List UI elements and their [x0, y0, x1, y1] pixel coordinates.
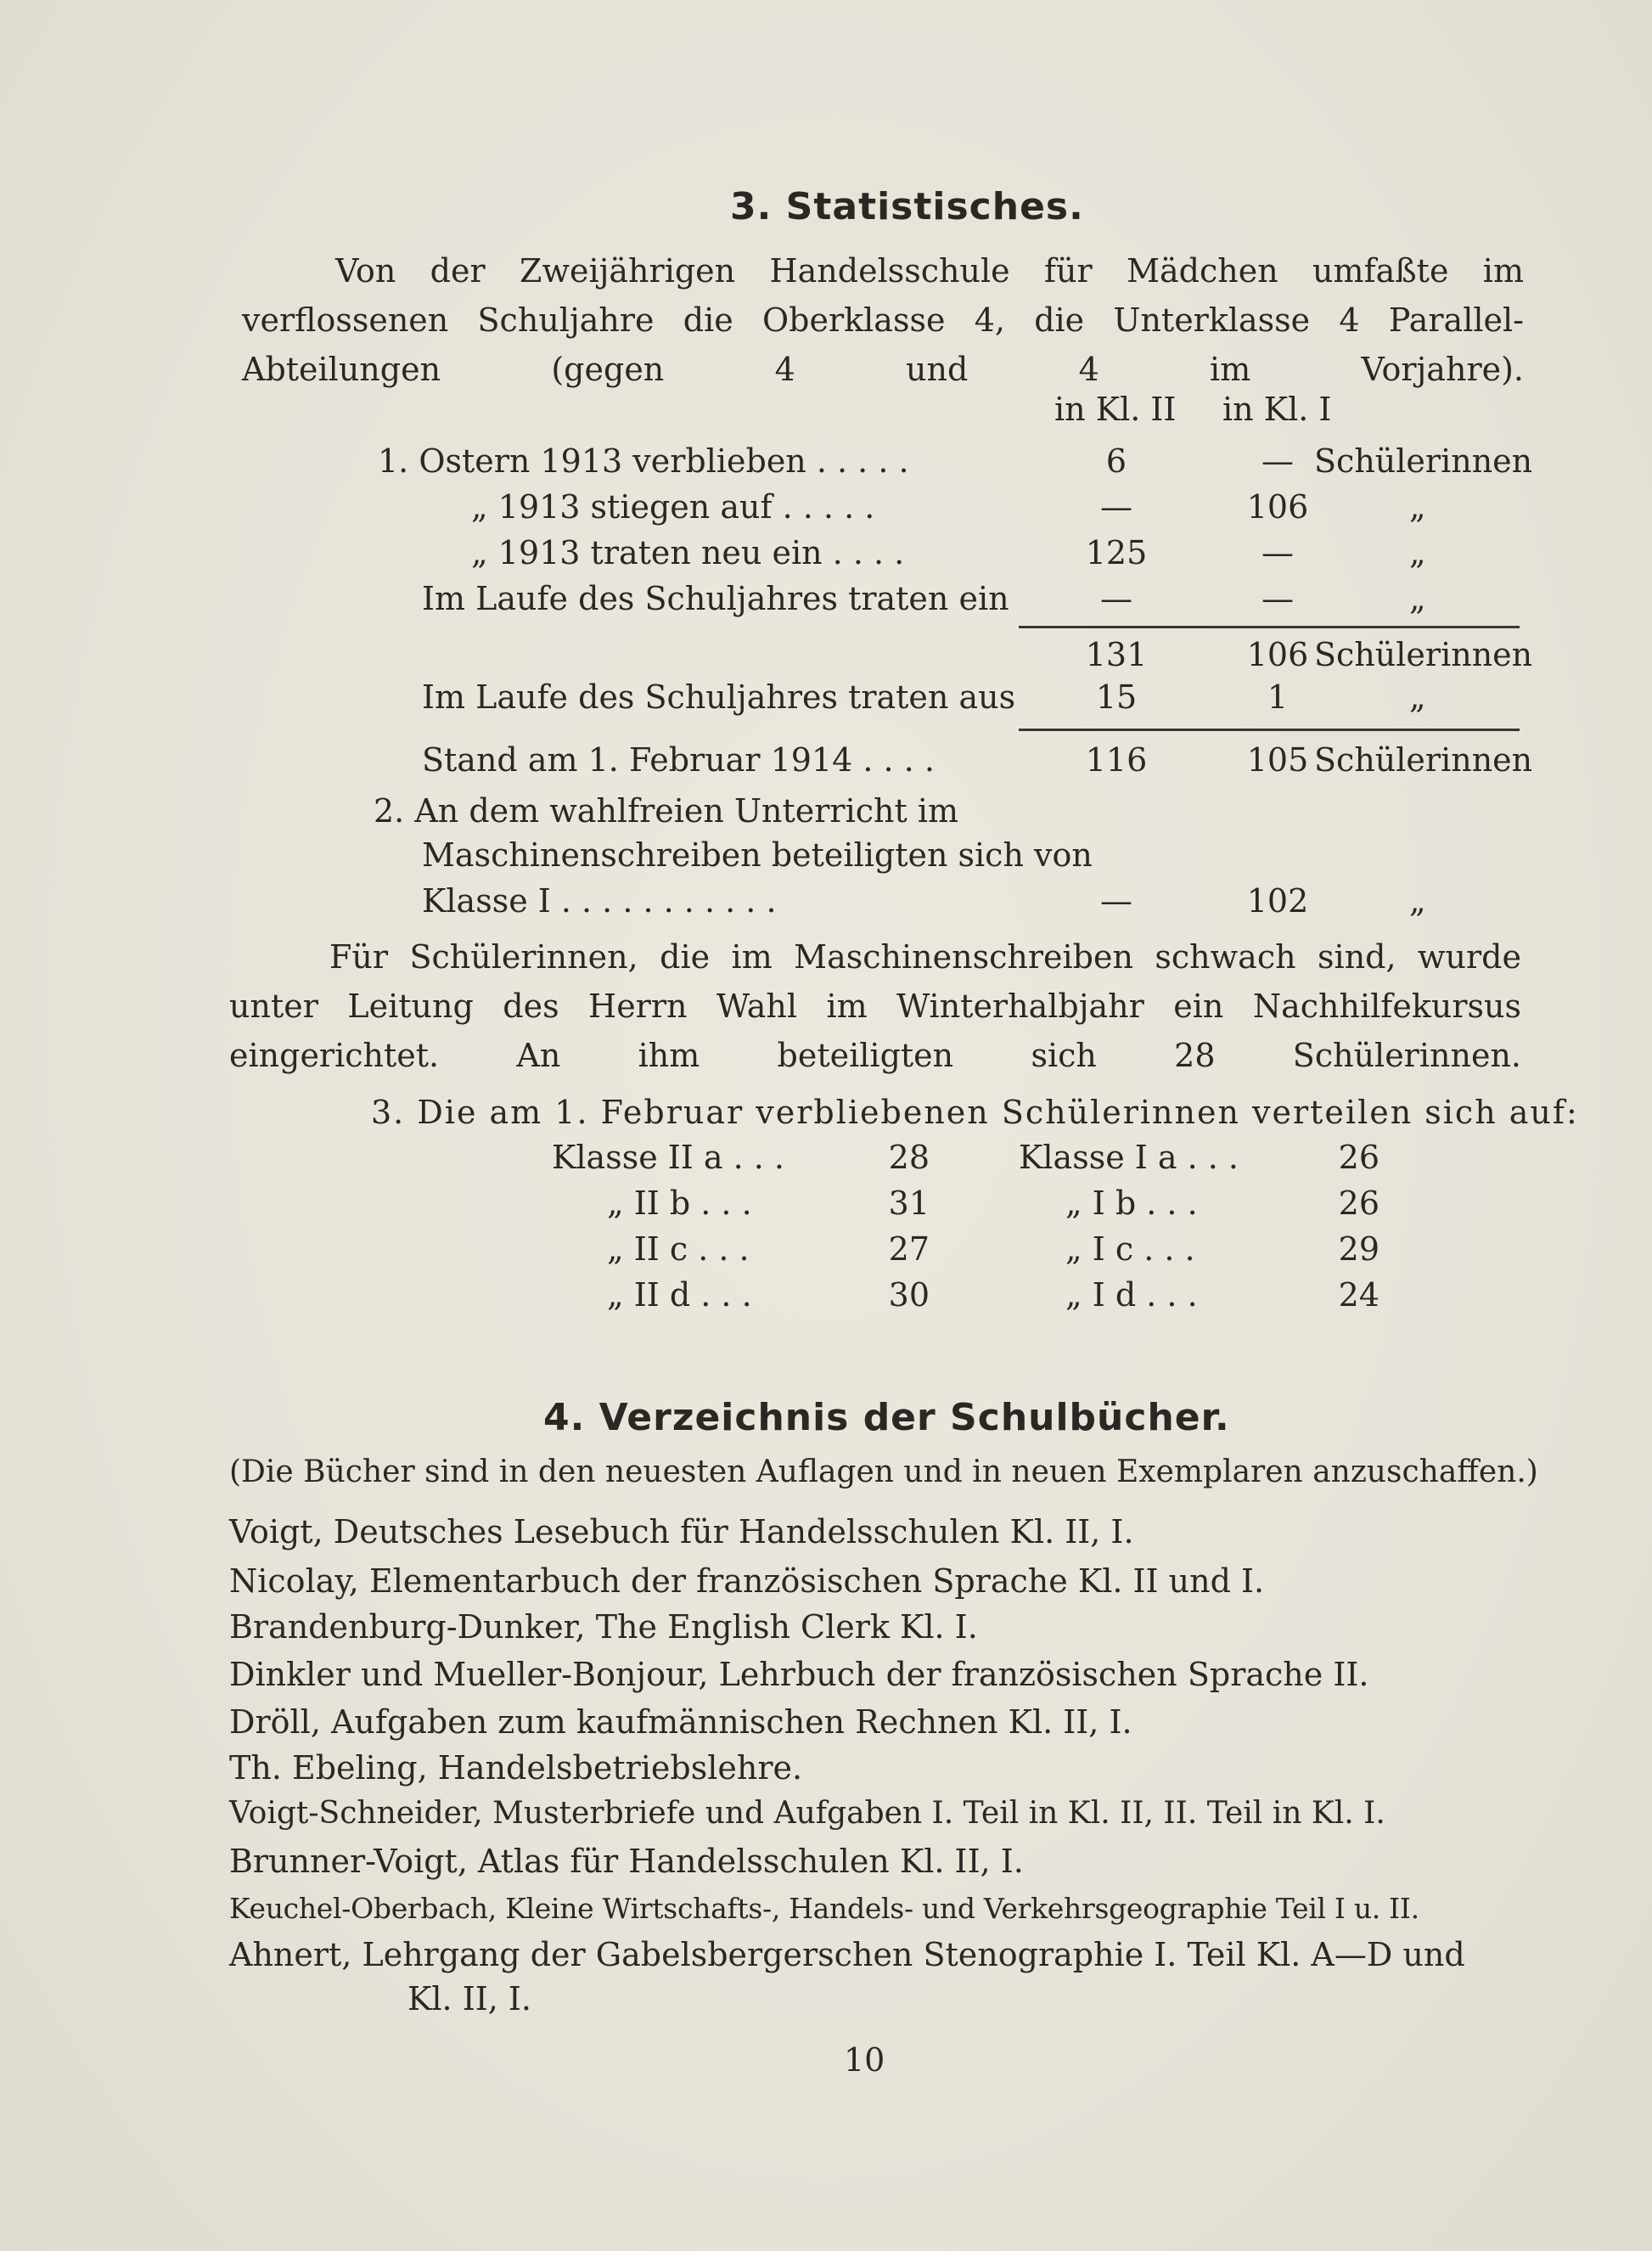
- book-list-item: Keuchel-Oberbach, Kleine Wirtschafts-, Handels- und Verkehrsgeographie Teil I u. II.: [229, 1892, 1419, 1925]
- section-3-intro: Von der Zweijährigen Handelsschule für Mädchen umfaßte im verflossenen Schuljahre die Oberklasse 4, die Unterklasse 4 Parallel-Abteilungen (gegen 4 und 4 im Vorjahre).: [242, 252, 1524, 388]
- total-row: [0, 739, 1652, 781]
- column-header-kl-ii: in Kl. II: [1054, 391, 1177, 428]
- class-label: „ I c . . .: [1065, 1230, 1195, 1268]
- total-kl-i: 105: [1246, 741, 1309, 779]
- total-kl-ii: 116: [1085, 741, 1148, 779]
- book-list-item: Brandenburg-Dunker, The English Clerk Kl. I.: [229, 1608, 978, 1646]
- stat-value-kl-ii: —: [1100, 488, 1132, 526]
- class-label: „ I d . . .: [1065, 1276, 1198, 1314]
- subtotal-row: [0, 633, 1652, 676]
- book-list-item: Voigt-Schneider, Musterbriefe und Aufgaben I. Teil in Kl. II, II. Teil in Kl. I.: [229, 1796, 1385, 1831]
- book-list-item: Voigt, Deutsches Lesebuch für Handelsschulen Kl. II, I.: [229, 1513, 1134, 1550]
- stat-value-kl-ii: —: [1100, 580, 1132, 617]
- item-2-unit: „: [1409, 882, 1426, 920]
- leavers-label: Im Laufe des Schuljahres traten aus: [422, 678, 1016, 716]
- stat-row-label: Im Laufe des Schuljahres traten ein: [422, 580, 1009, 617]
- class-count: 26: [1338, 1185, 1379, 1222]
- book-list-item: Dinkler und Mueller-Bonjour, Lehrbuch der französischen Sprache II.: [229, 1656, 1369, 1693]
- class-count: 26: [1338, 1139, 1379, 1176]
- typing-course-note: Für Schülerinnen, die im Maschinenschreiben schwach sind, wurde unter Leitung des Herrn Wahl im Winterhalbjahr ein Nachhilfekursus eingerichtet. An ihm beteiligten sich 28 Schülerinnen.: [229, 938, 1521, 1074]
- stat-unit: „: [1409, 580, 1426, 617]
- subtotal-kl-ii: 131: [1085, 636, 1148, 673]
- section-4-note: (Die Bücher sind in den neuesten Auflagen und in neuen Exemplaren anzuschaffen.): [229, 1455, 1538, 1489]
- item-2-text: Klasse I . . . . . . . . . . .: [422, 882, 777, 920]
- item-2-text: Maschinenschreiben beteiligten sich von: [422, 836, 1093, 874]
- class-count: 28: [888, 1139, 930, 1176]
- class-count: 27: [888, 1230, 930, 1268]
- leavers-unit: „: [1409, 678, 1426, 716]
- class-label: „ II b . . .: [607, 1185, 752, 1222]
- stat-row-label: 1. Ostern 1913 verblieben . . . . .: [378, 442, 909, 480]
- class-row: [0, 1182, 1652, 1224]
- class-count: 30: [888, 1276, 930, 1314]
- leavers-kl-i: 1: [1267, 678, 1289, 716]
- leavers-row: [0, 676, 1652, 718]
- item-2-line: [0, 834, 1652, 876]
- stat-unit: „: [1409, 488, 1426, 526]
- section-3-heading: 3. Statistisches.: [730, 185, 1084, 228]
- book-list-item: Nicolay, Elementarbuch der französischen Sprache Kl. II und I.: [229, 1562, 1265, 1600]
- book-list-item: Brunner-Voigt, Atlas für Handelsschulen Kl. II, I.: [229, 1843, 1024, 1880]
- stat-row-label: „ 1913 traten neu ein . . . .: [471, 534, 905, 571]
- item-2-text: 2. An dem wahlfreien Unterricht im: [374, 792, 959, 830]
- stat-value-kl-i: —: [1261, 580, 1294, 617]
- sum-rule: [1019, 626, 1520, 628]
- stat-row: [0, 440, 1652, 482]
- page-number: 10: [844, 2041, 885, 2079]
- class-label: Klasse II a . . .: [552, 1139, 784, 1176]
- stat-row: [0, 577, 1652, 620]
- stat-value-kl-i: 106: [1246, 488, 1309, 526]
- stat-value-kl-ii: 6: [1105, 442, 1127, 480]
- class-label: Klasse I a . . .: [1019, 1139, 1239, 1176]
- stat-value-kl-i: —: [1261, 534, 1294, 571]
- item-2-line: [0, 790, 1652, 832]
- book-list-item: Kl. II, I.: [407, 1980, 531, 2017]
- class-count: 31: [888, 1185, 930, 1222]
- stat-value-kl-i: —: [1261, 442, 1294, 480]
- section-4-heading: 4. Verzeichnis der Schulbücher.: [543, 1396, 1230, 1439]
- leavers-kl-ii: 15: [1095, 678, 1138, 716]
- total-unit: Schülerinnen: [1314, 741, 1533, 779]
- stat-value-kl-ii: 125: [1085, 534, 1148, 571]
- total-label: Stand am 1. Februar 1914 . . . .: [422, 741, 935, 779]
- class-count: 24: [1338, 1276, 1379, 1314]
- stat-row-label: „ 1913 stiegen auf . . . . .: [471, 488, 875, 526]
- class-label: „ II c . . .: [607, 1230, 750, 1268]
- stat-unit: Schülerinnen: [1314, 442, 1533, 480]
- class-count: 29: [1338, 1230, 1379, 1268]
- book-list-item: Dröll, Aufgaben zum kaufmännischen Rechnen Kl. II, I.: [229, 1703, 1132, 1741]
- class-row: [0, 1274, 1652, 1316]
- stat-unit: „: [1409, 534, 1426, 571]
- subtotal-unit: Schülerinnen: [1314, 636, 1533, 673]
- class-row: [0, 1228, 1652, 1270]
- item-2-kl-i: 102: [1246, 882, 1309, 920]
- book-list-item: Ahnert, Lehrgang der Gabelsbergerschen Stenographie I. Teil Kl. A—D und: [229, 1936, 1465, 1973]
- item-2-kl-ii: —: [1100, 882, 1132, 920]
- stat-row: [0, 486, 1652, 528]
- class-label: „ II d . . .: [607, 1276, 752, 1314]
- book-list-item: Th. Ebeling, Handelsbetriebslehre.: [229, 1749, 803, 1787]
- column-header-kl-i: in Kl. I: [1222, 391, 1332, 428]
- class-row: [0, 1136, 1652, 1179]
- item-2-line: [0, 880, 1652, 922]
- stat-row: [0, 532, 1652, 574]
- total-rule: [1019, 729, 1520, 731]
- class-label: „ I b . . .: [1065, 1185, 1198, 1222]
- item-3-text: 3. Die am 1. Februar verbliebenen Schülerinnen verteilen sich auf:: [371, 1094, 1579, 1131]
- subtotal-kl-i: 106: [1246, 636, 1309, 673]
